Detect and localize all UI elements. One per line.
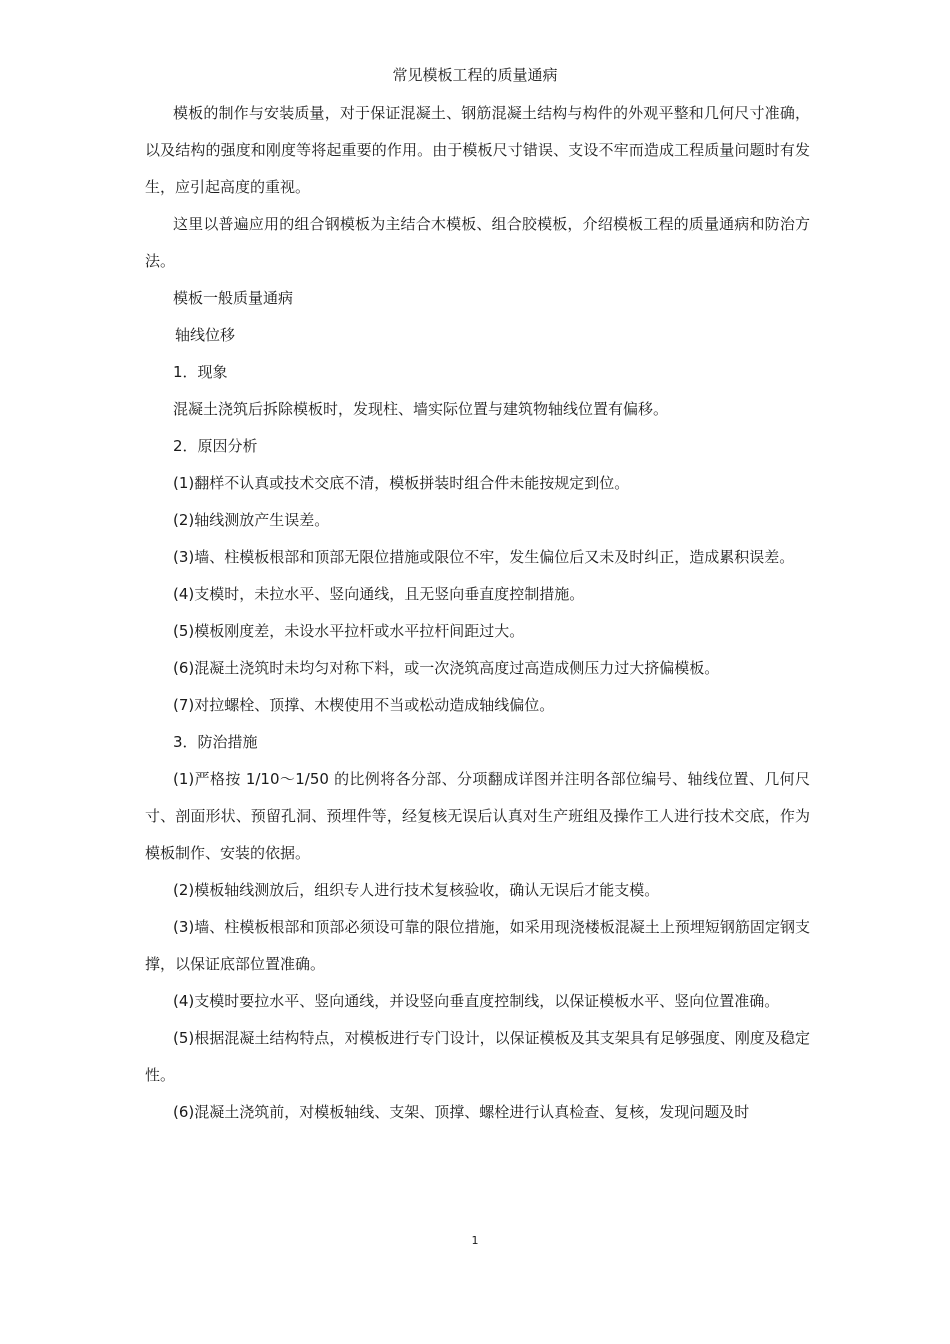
item-heading-phenomenon: 1．现象 xyxy=(173,363,228,381)
cause-item: (6)混凝土浇筑时未均匀对称下料，或一次浇筑高度过高造成侧压力过大挤偏模板。 xyxy=(173,659,720,677)
prevention-item: (4)支模时要拉水平、竖向通线，并设竖向垂直度控制线，以保证模板水平、竖向位置准确。 xyxy=(173,992,780,1010)
page-number: 1 xyxy=(471,1234,479,1247)
paragraph-intro: 模板的制作与安装质量，对于保证混凝土、钢筋混凝土结构与构件的外观平整和几何尺寸准确，以及结构的强度和刚度等将起重要的作用。由于模板尺寸错误、支设不牢而造成工程质量问题时有发生，应引起高度的重视。 xyxy=(145,104,810,196)
cause-item: (2)轴线测放产生误差。 xyxy=(173,511,330,529)
prevention-item: (3)墙、柱模板根部和顶部必须设可靠的限位措施，如采用现浇楼板混凝土上预埋短钢筋固定钢支撑，以保证底部位置准确。 xyxy=(145,918,810,973)
prevention-item: (2)模板轴线测放后，组织专人进行技术复核验收，确认无误后才能支模。 xyxy=(173,881,660,899)
paragraph-phenomenon: 混凝土浇筑后拆除模板时，发现柱、墙实际位置与建筑物轴线位置有偏移。 xyxy=(173,400,669,418)
cause-item: (3)墙、柱模板根部和顶部无限位措施或限位不牢，发生偏位后又未及时纠正，造成累积误差。 xyxy=(173,548,795,566)
subsection-heading-axis-shift: 轴线位移 xyxy=(175,326,236,344)
cause-item: (5)模板刚度差，未设水平拉杆或水平拉杆间距过大。 xyxy=(173,622,525,640)
item-heading-cause: 2．原因分析 xyxy=(173,437,258,455)
cause-item: (4)支模时，未拉水平、竖向通线，且无竖向垂直度控制措施。 xyxy=(173,585,585,603)
document-title: 常见模板工程的质量通病 xyxy=(392,66,558,84)
prevention-item: (6)混凝土浇筑前，对模板轴线、支架、顶撑、螺栓进行认真检查、复核，发现问题及时 xyxy=(173,1103,750,1121)
section-heading-general: 模板一般质量通病 xyxy=(173,289,294,307)
paragraph-scope: 这里以普遍应用的组合钢模板为主结合木模板、组合胶模板，介绍模板工程的质量通病和防治方法。 xyxy=(145,215,810,270)
cause-item: (1)翻样不认真或技术交底不清，模板拼装时组合件未能按规定到位。 xyxy=(173,474,630,492)
cause-item: (7)对拉螺栓、顶撑、木楔使用不当或松动造成轴线偏位。 xyxy=(173,696,555,714)
prevention-item: (1)严格按 1/10～1/50 的比例将各分部、分项翻成详图并注明各部位编号、轴线位置、几何尺寸、剖面形状、预留孔洞、预埋件等，经复核无误后认真对生产班组及操作工人进行技术交底，作为模板制作、安装的依据。 xyxy=(145,770,810,862)
prevention-item: (5)根据混凝土结构特点，对模板进行专门设计，以保证模板及其支架具有足够强度、刚度及稳定性。 xyxy=(145,1029,810,1084)
item-heading-prevention: 3．防治措施 xyxy=(173,733,258,751)
document-body xyxy=(145,95,810,1131)
